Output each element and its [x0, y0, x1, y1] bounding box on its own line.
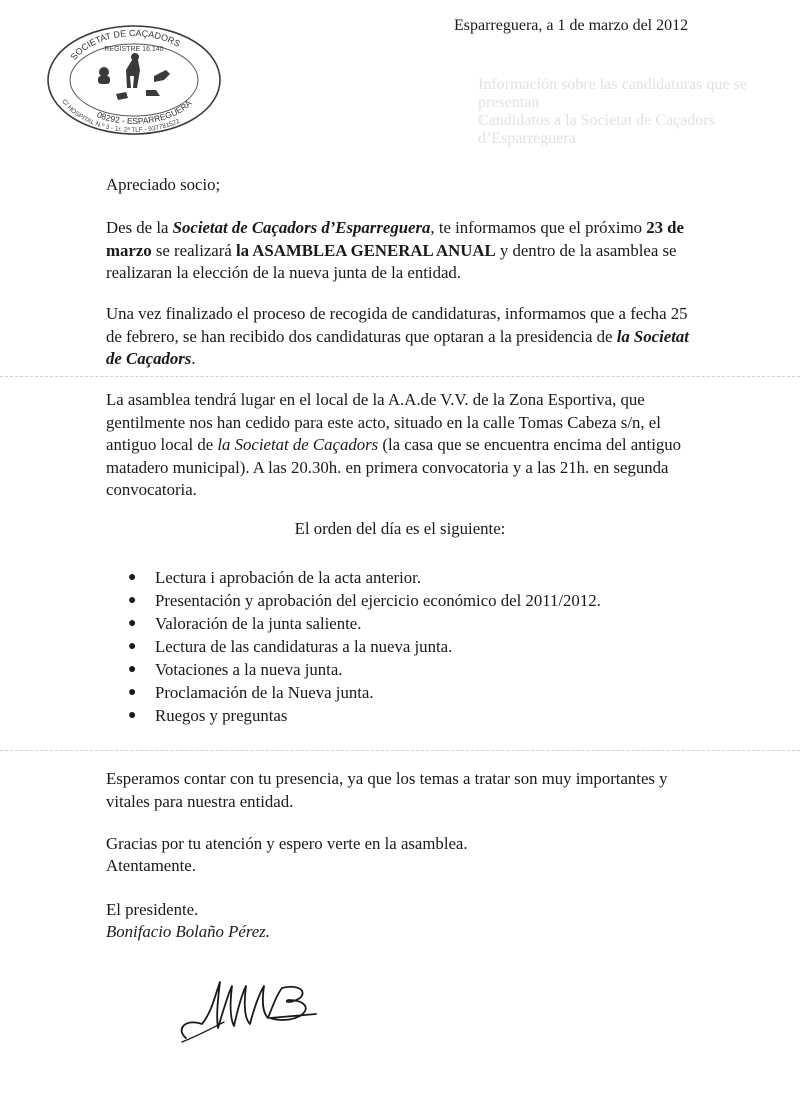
signer-role: El presidente.: [106, 900, 199, 919]
agenda-item: ● Presentación y aprobación del ejercicio económico del 2011/2012.: [128, 591, 601, 610]
bullet-icon: ●: [128, 570, 137, 585]
letter-date: Esparreguera, a 1 de marzo del 2012: [454, 17, 689, 34]
bullet-icon: ●: [128, 593, 137, 608]
association-stamp: [46, 24, 222, 136]
agenda-title: El orden del día es el siguiente:: [294, 519, 506, 538]
bullet-icon: ●: [128, 616, 137, 631]
bleed-through-text: Información sobre las candidaturas que se presentan Candidatos a la Societat de Caçadors d’Esparreguera: [478, 76, 747, 147]
paragraph-announcement: Des de la Societat de Caçadors d’Esparreguera, te informamos que el próximo 23 de marzo se realizará la ASAMBLEA GENERAL ANUAL y dentro de la asamblea se realizaran la elección de la nueva junta de la entidad.: [106, 218, 684, 283]
organization-name: la Societat de Caçadors: [217, 435, 379, 455]
fold-line: [0, 376, 800, 377]
fold-line: [0, 750, 800, 751]
event-name: la ASAMBLEA GENERAL ANUAL: [235, 240, 496, 260]
bullet-icon: ●: [128, 639, 137, 654]
organization-name: la Societat de Caçadors: [106, 326, 689, 369]
signer-name: Bonifacio Bolaño Pérez.: [106, 922, 270, 941]
agenda-item: ● Votaciones a la nueva junta.: [128, 660, 343, 679]
paragraph-candidatures: Una vez finalizado el proceso de recogida de candidaturas, informamos que a fecha 25 de febrero, se han recibido dos candidaturas que optaran a la presidencia de la Societat de Caçadors.: [106, 304, 689, 369]
agenda-item: ● Proclamación de la Nueva junta.: [128, 683, 374, 702]
bullet-icon: ●: [128, 685, 137, 700]
paragraph-expectation: Esperamos contar con tu presencia, ya que los temas a tratar son muy importantes y vitales para nuestra entidad.: [106, 769, 668, 811]
svg-text:REGISTRE 16.140: REGISTRE 16.140: [104, 46, 164, 53]
agenda-item: ● Ruegos y preguntas: [128, 706, 288, 725]
paragraph-thanks: Gracias por tu atención y espero verte en la asamblea.: [106, 834, 468, 853]
closing: Atentamente.: [106, 856, 196, 875]
meeting-date: 23 de marzo: [106, 218, 684, 260]
agenda-item: ● Valoración de la junta saliente.: [128, 614, 362, 633]
svg-text:SOCIETAT DE CAÇADORS: SOCIETAT DE CAÇADORS: [68, 27, 182, 62]
bullet-icon: ●: [128, 708, 137, 723]
agenda-list: [128, 566, 601, 727]
agenda-item: ● Lectura de las candidaturas a la nueva junta.: [128, 637, 453, 656]
organization-name: Societat de Caçadors d’Esparreguera: [172, 218, 431, 237]
hunting-figures-icon: [98, 53, 170, 100]
svg-text:08292 - ESPARREGUERA: 08292 - ESPARREGUERA: [95, 97, 194, 127]
paragraph-location: La asamblea tendrá lugar en el local de la A.A.de V.V. de la Zona Esportiva, que gentilmente nos han cedido para este acto, situado en la calle Tomas Cabeza s/n, el antiguo local de la Societat de Caçadors (la casa que se encuentra encima del antiguo matadero municipal). A las 20.30h. en primera convocatoria y a las 21h. en segunda convocatoria.: [106, 390, 682, 500]
handwritten-signature: [172, 968, 322, 1048]
agenda-item: ● Lectura i aprobación de la acta anterior.: [128, 568, 422, 587]
bullet-icon: ●: [128, 662, 137, 677]
svg-text:C/ HOSPITAL N.º 3 - 1r. 2ª TLF: C/ HOSPITAL N.º 3 - 1r. 2ª TLF - 937781522: [60, 98, 181, 134]
greeting: Apreciado socio;: [106, 175, 221, 194]
